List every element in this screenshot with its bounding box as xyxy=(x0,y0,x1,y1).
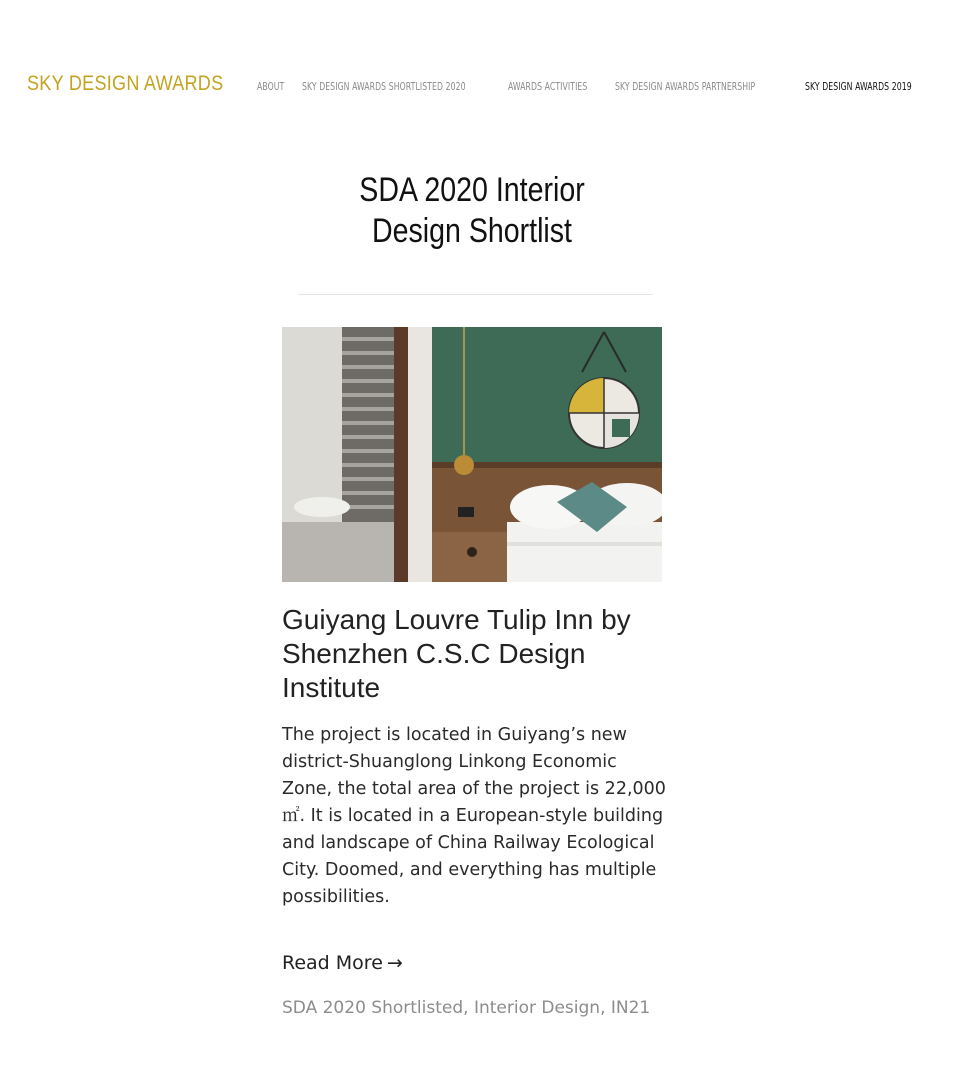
page-title: SDA 2020 Interior Design Shortlist xyxy=(359,171,585,250)
hotel-room-image xyxy=(282,327,662,582)
nav-item-shortlisted-2020[interactable]: SKY DESIGN AWARDS SHORTLISTED 2020 xyxy=(302,81,466,93)
nav-item-about[interactable]: ABOUT xyxy=(257,81,285,93)
nav-item-awards-activities[interactable]: AWARDS ACTIVITIES xyxy=(508,81,588,93)
nav-item-partnership[interactable]: SKY DESIGN AWARDS PARTNERSHIP xyxy=(615,81,756,93)
title-divider xyxy=(298,294,653,295)
category-separator: , xyxy=(463,998,474,1018)
post-title[interactable]: Guiyang Louvre Tulip Inn by Shenzhen C.S.C Design Institute xyxy=(282,604,631,703)
site-logo[interactable]: SKY DESIGN AWARDS xyxy=(27,72,224,95)
category-link-sda-2020-shortlisted[interactable]: SDA 2020 Shortlisted xyxy=(282,998,464,1018)
post-excerpt: The project is located in Guiyang’s new district-Shuanglong Linkong Economic Zone, the total area of the project is 22,000 ㎡. It is located in a European-style building and landscape of China Railway Ecological City. Doomed, and everything has multiple possibilities. xyxy=(282,725,666,907)
arrow-right-icon: → xyxy=(386,952,403,974)
category-link-in21[interactable]: IN21 xyxy=(610,998,651,1018)
read-more-link[interactable] xyxy=(282,952,403,974)
category-separator: , xyxy=(600,998,611,1018)
post-categories xyxy=(282,995,662,1021)
read-more-label: Read More xyxy=(282,952,383,974)
category-link-interior-design[interactable]: Interior Design xyxy=(473,998,601,1018)
nav-item-awards-2019[interactable]: SKY DESIGN AWARDS 2019 xyxy=(805,81,912,93)
post-featured-image[interactable] xyxy=(282,327,662,582)
